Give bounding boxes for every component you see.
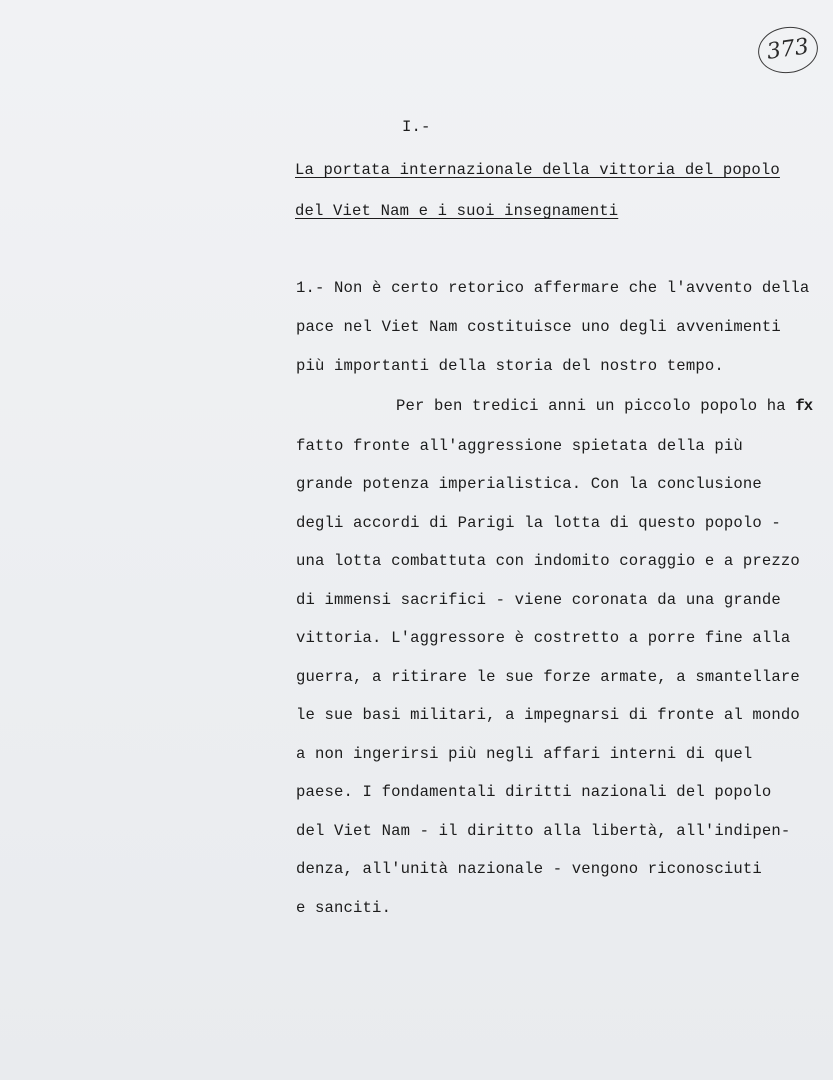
paragraph2-line-14: e sanciti. — [296, 899, 392, 917]
paragraph2-line-12: del Viet Nam - il diritto alla libertà, all'indipen- — [296, 822, 791, 840]
title-line-1: La portata internazionale della vittoria del popolo — [295, 161, 780, 179]
paragraph2-line-2: fatto fronte all'aggressione spietata della più — [296, 437, 743, 455]
struck-characters: fx — [795, 397, 813, 415]
paragraph1-line-1: 1.- Non è certo retorico affermare che l'avvento della — [296, 279, 810, 297]
paragraph2-first-text: Per ben tredici anni un piccolo popolo ha — [396, 397, 786, 415]
paragraph2-line-1 — [396, 396, 812, 416]
title-line-2: del Viet Nam e i suoi insegnamenti — [295, 202, 619, 220]
paragraph2-line-3: grande potenza imperialistica. Con la conclusione — [296, 475, 762, 493]
paragraph2-line-6: di immensi sacrifici - viene coronata da una grande — [296, 591, 781, 609]
paragraph2-line-11: paese. I fondamentali diritti nazionali del popolo — [296, 783, 772, 801]
paragraph2-line-8: guerra, a ritirare le sue forze armate, a smantellare — [296, 668, 800, 686]
section-number: I.- — [402, 118, 431, 136]
paragraph1-line-2: pace nel Viet Nam costituisce uno degli avvenimenti — [296, 318, 781, 336]
paragraph2-line-5: una lotta combattuta con indomito coraggio e a prezzo — [296, 552, 800, 570]
paragraph2-line-4: degli accordi di Parigi la lotta di questo popolo - — [296, 514, 781, 532]
paragraph2-line-13: denza, all'unità nazionale - vengono riconosciuti — [296, 860, 762, 878]
paragraph2-line-9: le sue basi militari, a impegnarsi di fronte al mondo — [296, 706, 800, 724]
paragraph2-line-7: vittoria. L'aggressore è costretto a porre fine alla — [296, 629, 791, 647]
handwritten-page-number: 373 — [755, 23, 821, 77]
paragraph1-line-3: più importanti della storia del nostro tempo. — [296, 357, 724, 375]
paragraph2-line-10: a non ingerirsi più negli affari interni di quel — [296, 745, 753, 763]
